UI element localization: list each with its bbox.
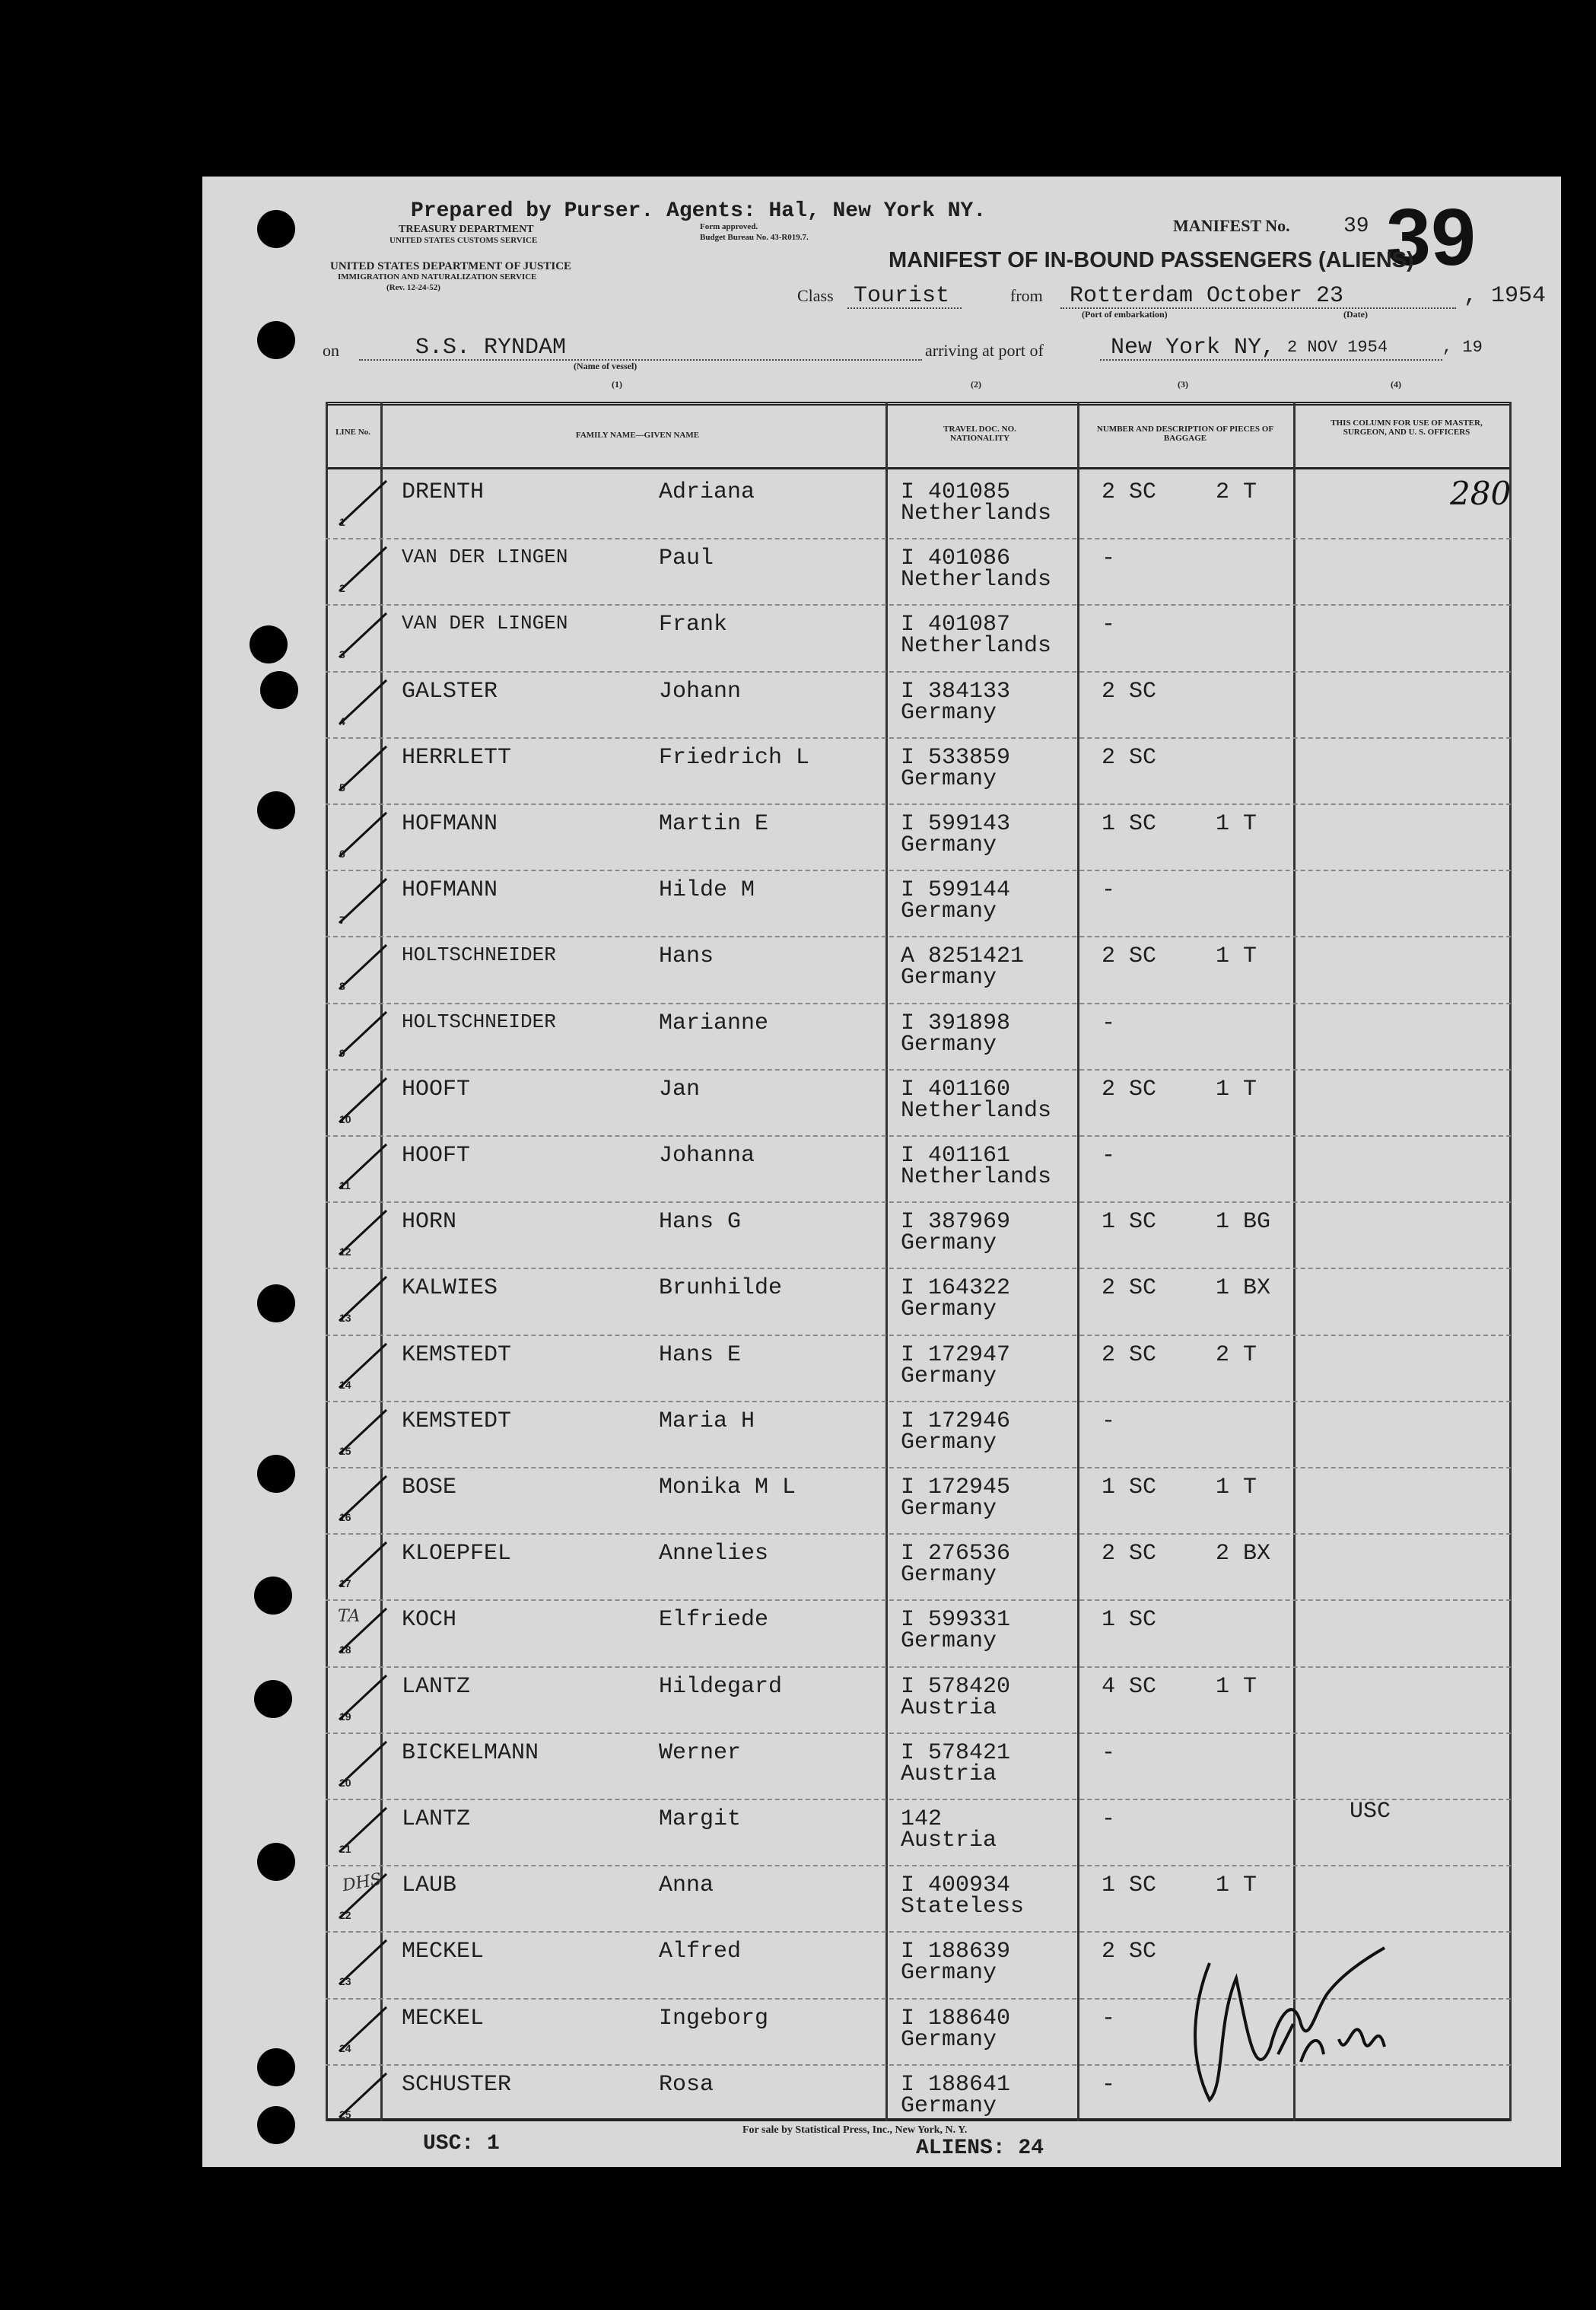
- given-name: Margit: [659, 1806, 742, 1832]
- baggage-pieces: 2 SC: [1102, 1076, 1157, 1102]
- table-row: [326, 1666, 1511, 1732]
- punch-hole: [257, 321, 295, 359]
- row-divider: [326, 1467, 1511, 1468]
- baggage-pieces: -: [1102, 2005, 1116, 2032]
- vessel-name: S.S. RYNDAM: [415, 335, 567, 361]
- nationality: Germany: [901, 832, 997, 858]
- baggage-pieces: -: [1102, 877, 1116, 904]
- row-divider: [326, 604, 1511, 606]
- travel-doc-no: I 400934: [901, 1873, 1011, 1899]
- rev-label: (Rev. 12-24-52): [386, 283, 440, 292]
- nationality: Germany: [901, 1031, 997, 1058]
- col-header-line: LINE No.: [335, 428, 370, 437]
- punch-hole: [257, 1284, 295, 1322]
- nationality: Germany: [901, 1297, 997, 1323]
- check-mark: [336, 1672, 389, 1726]
- nationality: Germany: [901, 2026, 997, 2053]
- nationality: Germany: [901, 1496, 997, 1522]
- row-divider: [326, 1666, 1511, 1668]
- col-header-doc: TRAVEL DOC. NO. NATIONALITY: [943, 425, 1016, 443]
- baggage-pieces-extra: 2 T: [1216, 1341, 1257, 1368]
- form-approved: Form approved.: [700, 222, 758, 231]
- line-number: 23: [339, 1975, 351, 1988]
- table-row: [326, 1732, 1511, 1799]
- baggage-pieces: -: [1102, 1143, 1116, 1169]
- given-name: Johanna: [659, 1143, 755, 1169]
- table-row: [326, 1003, 1511, 1069]
- row-divider: [326, 1799, 1511, 1800]
- nationality: Germany: [901, 699, 997, 726]
- on-label: on: [323, 341, 339, 360]
- table-row: [326, 1533, 1511, 1599]
- check-mark: [336, 478, 389, 531]
- line-number: 3: [339, 648, 345, 661]
- baggage-pieces: 2 SC: [1102, 1939, 1157, 1965]
- baggage-pieces: -: [1102, 612, 1116, 638]
- table-row: [326, 604, 1511, 670]
- table-row: [326, 1135, 1511, 1201]
- travel-doc-no: I 401086: [901, 546, 1011, 572]
- given-name: Friedrich L: [659, 744, 810, 771]
- officer-signature: [1164, 1910, 1438, 2138]
- line-number: 9: [339, 1046, 345, 1059]
- row-divider: [326, 538, 1511, 539]
- baggage-pieces-extra: 1 T: [1216, 1475, 1257, 1500]
- family-name: HORN: [402, 1209, 457, 1236]
- header-bottom-rule: [326, 467, 1511, 469]
- margin-note-dhs: DHS: [341, 1869, 383, 1896]
- punch-hole: [257, 210, 295, 248]
- baggage-pieces: 2 SC: [1102, 744, 1157, 771]
- table-row: [326, 1069, 1511, 1135]
- given-name: Brunhilde: [659, 1275, 783, 1302]
- year-value: , 1954: [1464, 283, 1547, 309]
- travel-doc-no: I 276536: [901, 1541, 1011, 1567]
- baggage-pieces: -: [1102, 1739, 1116, 1766]
- line-number: 17: [339, 1577, 351, 1590]
- row-divider: [326, 1732, 1511, 1734]
- family-name: DRENTH: [402, 479, 485, 505]
- col-num-1: (1): [612, 379, 622, 390]
- nationality: Germany: [901, 1230, 997, 1257]
- travel-doc-no: I 188639: [901, 1939, 1011, 1965]
- given-name: Paul: [659, 546, 714, 572]
- budget-bureau: Budget Bureau No. 43-R019.7.: [700, 233, 809, 242]
- given-name: Marianne: [659, 1010, 769, 1036]
- travel-doc-no: I 391898: [901, 1010, 1011, 1036]
- given-name: Hans E: [659, 1341, 742, 1368]
- nationality: Stateless: [901, 1894, 1025, 1920]
- col-num-4: (4): [1391, 379, 1401, 390]
- customs-label: UNITED STATES CUSTOMS SERVICE: [389, 236, 538, 245]
- given-name: Rosa: [659, 2071, 714, 2098]
- family-name: SCHUSTER: [402, 2071, 512, 2098]
- family-name: HOFMANN: [402, 877, 498, 904]
- check-mark: [336, 1805, 389, 1858]
- check-mark: [336, 2070, 389, 2124]
- family-name: HOLTSCHNEIDER: [402, 1010, 556, 1033]
- travel-doc-no: I 188640: [901, 2005, 1011, 2032]
- printer-line: For sale by Statistical Press, Inc., New York, N. Y.: [742, 2124, 968, 2136]
- travel-doc-no: 142: [901, 1806, 943, 1832]
- nationality: Austria: [901, 1694, 997, 1721]
- travel-doc-no: I 387969: [901, 1209, 1011, 1236]
- row-divider: [326, 1268, 1511, 1269]
- family-name: HOOFT: [402, 1143, 471, 1169]
- nationality: Netherlands: [901, 1164, 1052, 1190]
- punch-hole: [254, 1577, 292, 1615]
- baggage-pieces-extra: 1 T: [1216, 1673, 1257, 1700]
- family-name: LANTZ: [402, 1806, 471, 1832]
- travel-doc-no: I 401160: [901, 1076, 1011, 1102]
- check-mark: [336, 1009, 389, 1062]
- nationality: Netherlands: [901, 1097, 1052, 1124]
- row-divider: [326, 737, 1511, 739]
- row-divider: [326, 1201, 1511, 1203]
- check-mark: [336, 610, 389, 663]
- punch-hole: [257, 1455, 295, 1493]
- line-number: 7: [339, 914, 345, 927]
- baggage-pieces: 2 SC: [1102, 1275, 1157, 1302]
- baggage-pieces-extra: 1 BG: [1216, 1209, 1271, 1236]
- line-number: 8: [339, 980, 345, 993]
- family-name: BICKELMANN: [402, 1739, 539, 1766]
- table-row: [326, 1201, 1511, 1268]
- baggage-pieces: 1 SC: [1102, 1475, 1157, 1500]
- check-mark: [336, 876, 389, 929]
- passenger-table: [326, 402, 1511, 2121]
- row-divider: [326, 1135, 1511, 1137]
- manifest-no-stamp: 39: [1386, 192, 1476, 282]
- family-name: LAUB: [402, 1873, 457, 1899]
- line-number: 19: [339, 1710, 351, 1723]
- travel-doc-no: I 172946: [901, 1408, 1011, 1434]
- given-name: Hans G: [659, 1209, 742, 1236]
- punch-hole: [257, 791, 295, 829]
- family-name: VAN DER LINGEN: [402, 546, 568, 569]
- manifest-no-typed: 39: [1343, 215, 1369, 238]
- table-row: [326, 737, 1511, 803]
- check-mark: [336, 743, 389, 797]
- given-name: Alfred: [659, 1939, 742, 1965]
- baggage-pieces-extra: 1 T: [1216, 1076, 1257, 1102]
- family-name: HERRLETT: [402, 744, 512, 771]
- check-mark: [336, 1539, 389, 1592]
- table-row: [326, 1599, 1511, 1666]
- aliens-total: ALIENS: 24: [916, 2137, 1044, 2160]
- check-mark: [336, 1937, 389, 1990]
- arrival-date: 2 NOV 1954: [1287, 338, 1388, 357]
- travel-doc-no: I 578421: [901, 1739, 1011, 1766]
- line-number: 13: [339, 1312, 351, 1325]
- usc-total: USC: 1: [423, 2132, 500, 2156]
- given-name: Adriana: [659, 479, 755, 505]
- vessel-underline: [359, 359, 922, 361]
- row-divider: [326, 1069, 1511, 1071]
- travel-doc-no: I 164322: [901, 1275, 1011, 1302]
- baggage-pieces: 4 SC: [1102, 1673, 1157, 1700]
- baggage-pieces: 2 SC: [1102, 678, 1157, 705]
- prepared-by: Prepared by Purser. Agents: Hal, New York NY.: [411, 199, 987, 223]
- family-name: MECKEL: [402, 2005, 485, 2032]
- punch-hole: [250, 625, 288, 663]
- travel-doc-no: I 172947: [901, 1341, 1011, 1368]
- margin-note-ta: TA: [338, 1607, 361, 1626]
- nationality: Germany: [901, 965, 997, 991]
- family-name: LANTZ: [402, 1673, 471, 1700]
- from-value: Rotterdam October 23: [1070, 283, 1344, 309]
- check-mark: [336, 2004, 389, 2057]
- class-value: Tourist: [854, 283, 950, 309]
- baggage-pieces-extra: 1 BX: [1216, 1275, 1271, 1302]
- check-mark: [336, 1274, 389, 1327]
- nationality: Netherlands: [901, 567, 1052, 593]
- baggage-pieces: -: [1102, 2071, 1116, 2098]
- travel-doc-no: I 578420: [901, 1673, 1011, 1700]
- nationality: Germany: [901, 1363, 997, 1389]
- check-mark: [336, 677, 389, 730]
- nationality: Germany: [901, 1429, 997, 1456]
- baggage-pieces: 1 SC: [1102, 811, 1157, 837]
- given-name: Hans: [659, 943, 714, 970]
- baggage-pieces: 1 SC: [1102, 1873, 1157, 1899]
- line-number: 25: [339, 2108, 351, 2121]
- table-row: [326, 1268, 1511, 1334]
- nationality: Germany: [901, 1960, 997, 1987]
- family-name: KOCH: [402, 1607, 457, 1634]
- line-number: 14: [339, 1378, 351, 1391]
- punch-hole: [257, 2048, 295, 2086]
- class-underline: [847, 307, 962, 309]
- baggage-pieces: 1 SC: [1102, 1607, 1157, 1634]
- row-divider: [326, 671, 1511, 673]
- baggage-pieces: 2 SC: [1102, 479, 1157, 505]
- line-number: 15: [339, 1444, 351, 1457]
- row-divider: [326, 1599, 1511, 1601]
- baggage-pieces-extra: 1 T: [1216, 811, 1257, 837]
- travel-doc-no: I 533859: [901, 744, 1011, 771]
- line-number: 5: [339, 781, 345, 794]
- check-mark: [336, 1141, 389, 1195]
- travel-doc-no: I 401087: [901, 612, 1011, 638]
- line-number: 20: [339, 1776, 351, 1789]
- table-row: [326, 936, 1511, 1002]
- family-name: KALWIES: [402, 1275, 498, 1302]
- line-number: 1: [339, 516, 345, 528]
- handwritten-280: 280: [1450, 475, 1512, 512]
- family-name: GALSTER: [402, 678, 498, 705]
- table-row: [326, 1467, 1511, 1533]
- officer-note: USC: [1350, 1799, 1391, 1825]
- check-mark: [336, 544, 389, 597]
- travel-doc-no: I 599144: [901, 877, 1011, 904]
- nationality: Netherlands: [901, 501, 1052, 527]
- baggage-pieces: 2 SC: [1102, 943, 1157, 970]
- punch-hole: [254, 1680, 292, 1718]
- baggage-pieces-extra: 1 T: [1216, 943, 1257, 970]
- manifest-title: MANIFEST OF IN-BOUND PASSENGERS (ALIENS): [889, 248, 1414, 272]
- family-name: BOSE: [402, 1475, 457, 1500]
- travel-doc-no: I 599143: [901, 811, 1011, 837]
- punch-hole: [260, 671, 298, 709]
- check-mark: [336, 1341, 389, 1394]
- nationality: Germany: [901, 765, 997, 792]
- given-name: Annelies: [659, 1541, 769, 1567]
- family-name: MECKEL: [402, 1939, 485, 1965]
- family-name: KLOEPFEL: [402, 1541, 512, 1567]
- given-name: Werner: [659, 1739, 742, 1766]
- baggage-pieces: -: [1102, 1806, 1116, 1832]
- travel-doc-no: I 401085: [901, 479, 1011, 505]
- line-number: 12: [339, 1246, 351, 1258]
- from-label: from: [1010, 286, 1043, 305]
- check-mark: [336, 1739, 389, 1792]
- check-mark: [336, 810, 389, 863]
- table-top-rule: [326, 402, 1511, 406]
- family-name: HOFMANN: [402, 811, 498, 837]
- arriving-label: arriving at port of: [925, 341, 1044, 360]
- given-name: Anna: [659, 1873, 714, 1899]
- line-number: 22: [339, 1909, 351, 1922]
- travel-doc-no: I 599331: [901, 1607, 1011, 1634]
- given-name: Hildegard: [659, 1673, 783, 1700]
- line-number: 24: [339, 2041, 351, 2054]
- treasury-label: TREASURY DEPARTMENT: [399, 224, 534, 235]
- port-caption: (Port of embarkation): [1082, 309, 1168, 320]
- row-divider: [326, 1003, 1511, 1004]
- punch-hole: [257, 1843, 295, 1881]
- baggage-pieces-extra: 1 T: [1216, 1873, 1257, 1899]
- vessel-caption: (Name of vessel): [574, 361, 637, 371]
- given-name: Monika M L: [659, 1475, 796, 1500]
- table-row: [326, 1401, 1511, 1467]
- line-number: 4: [339, 714, 345, 727]
- check-mark: [336, 942, 389, 995]
- table-row: [326, 870, 1511, 936]
- class-label: Class: [797, 286, 834, 305]
- justice-label: UNITED STATES DEPARTMENT OF JUSTICE: [330, 260, 572, 272]
- date-caption: (Date): [1343, 309, 1368, 320]
- row-divider: [326, 1865, 1511, 1866]
- given-name: Johann: [659, 678, 742, 705]
- check-mark: [336, 1473, 389, 1526]
- nationality: Netherlands: [901, 633, 1052, 660]
- given-name: Maria H: [659, 1408, 755, 1434]
- nationality: Germany: [901, 2092, 997, 2119]
- col-num-2: (2): [971, 379, 981, 390]
- family-name: VAN DER LINGEN: [402, 612, 568, 635]
- baggage-pieces: 1 SC: [1102, 1209, 1157, 1236]
- travel-doc-no: A 8251421: [901, 943, 1025, 970]
- table-row: [326, 472, 1511, 538]
- travel-doc-no: I 188641: [901, 2071, 1011, 2098]
- baggage-pieces: -: [1102, 546, 1116, 572]
- table-row: [326, 1335, 1511, 1401]
- nationality: Austria: [901, 1761, 997, 1787]
- nationality: Germany: [901, 1562, 997, 1589]
- arrival-underline: [1100, 359, 1442, 361]
- nationality: Germany: [901, 899, 997, 925]
- baggage-pieces: -: [1102, 1408, 1116, 1434]
- given-name: Martin E: [659, 811, 769, 837]
- nationality: Austria: [901, 1828, 997, 1853]
- row-divider: [326, 803, 1511, 805]
- row-divider: [326, 870, 1511, 871]
- manifest-no-label: MANIFEST No.: [1173, 216, 1290, 235]
- baggage-pieces: -: [1102, 1010, 1116, 1036]
- travel-doc-no: I 384133: [901, 678, 1011, 705]
- table-row: [326, 671, 1511, 737]
- row-divider: [326, 1335, 1511, 1336]
- table-row: [326, 803, 1511, 870]
- line-number: 18: [339, 1643, 351, 1656]
- col-header-name: FAMILY NAME—GIVEN NAME: [575, 431, 700, 440]
- line-number: 21: [339, 1843, 351, 1855]
- col-header-officers: THIS COLUMN FOR USE OF MASTER, SURGEON, AND U. S. OFFICERS: [1331, 418, 1483, 437]
- given-name: Frank: [659, 612, 728, 638]
- given-name: Elfriede: [659, 1607, 769, 1634]
- baggage-pieces: 2 SC: [1102, 1541, 1157, 1567]
- family-name: KEMSTEDT: [402, 1341, 512, 1368]
- line-number: 11: [339, 1179, 351, 1192]
- family-name: HOLTSCHNEIDER: [402, 943, 556, 967]
- punch-hole: [257, 2106, 295, 2144]
- family-name: KEMSTEDT: [402, 1408, 512, 1434]
- check-mark: [336, 1075, 389, 1128]
- travel-doc-no: I 172945: [901, 1475, 1011, 1500]
- col-header-baggage: NUMBER AND DESCRIPTION OF PIECES OF BAGGAGE: [1096, 425, 1274, 443]
- col-num-3: (3): [1178, 379, 1188, 390]
- line-number: 2: [339, 582, 345, 595]
- given-name: Ingeborg: [659, 2005, 769, 2032]
- line-number: 10: [339, 1112, 351, 1125]
- row-divider: [326, 936, 1511, 937]
- arrival-year: , 19: [1442, 338, 1483, 357]
- family-name: HOOFT: [402, 1076, 471, 1102]
- baggage-pieces-extra: 2 T: [1216, 479, 1257, 505]
- given-name: Hilde M: [659, 877, 755, 904]
- check-mark: [336, 1208, 389, 1261]
- travel-doc-no: I 401161: [901, 1143, 1011, 1169]
- table-row: [326, 538, 1511, 604]
- row-divider: [326, 1533, 1511, 1535]
- check-mark: [336, 1407, 389, 1460]
- nationality: Germany: [901, 1628, 997, 1655]
- row-divider: [326, 1401, 1511, 1402]
- arrival-port: New York NY,: [1111, 335, 1276, 361]
- baggage-pieces-extra: 2 BX: [1216, 1541, 1271, 1567]
- line-number: 6: [339, 848, 345, 860]
- line-number: 16: [339, 1511, 351, 1523]
- ins-label: IMMIGRATION AND NATURALIZATION SERVICE: [338, 272, 537, 282]
- table-row: [326, 1799, 1511, 1865]
- baggage-pieces: 2 SC: [1102, 1341, 1157, 1368]
- given-name: Jan: [659, 1076, 701, 1102]
